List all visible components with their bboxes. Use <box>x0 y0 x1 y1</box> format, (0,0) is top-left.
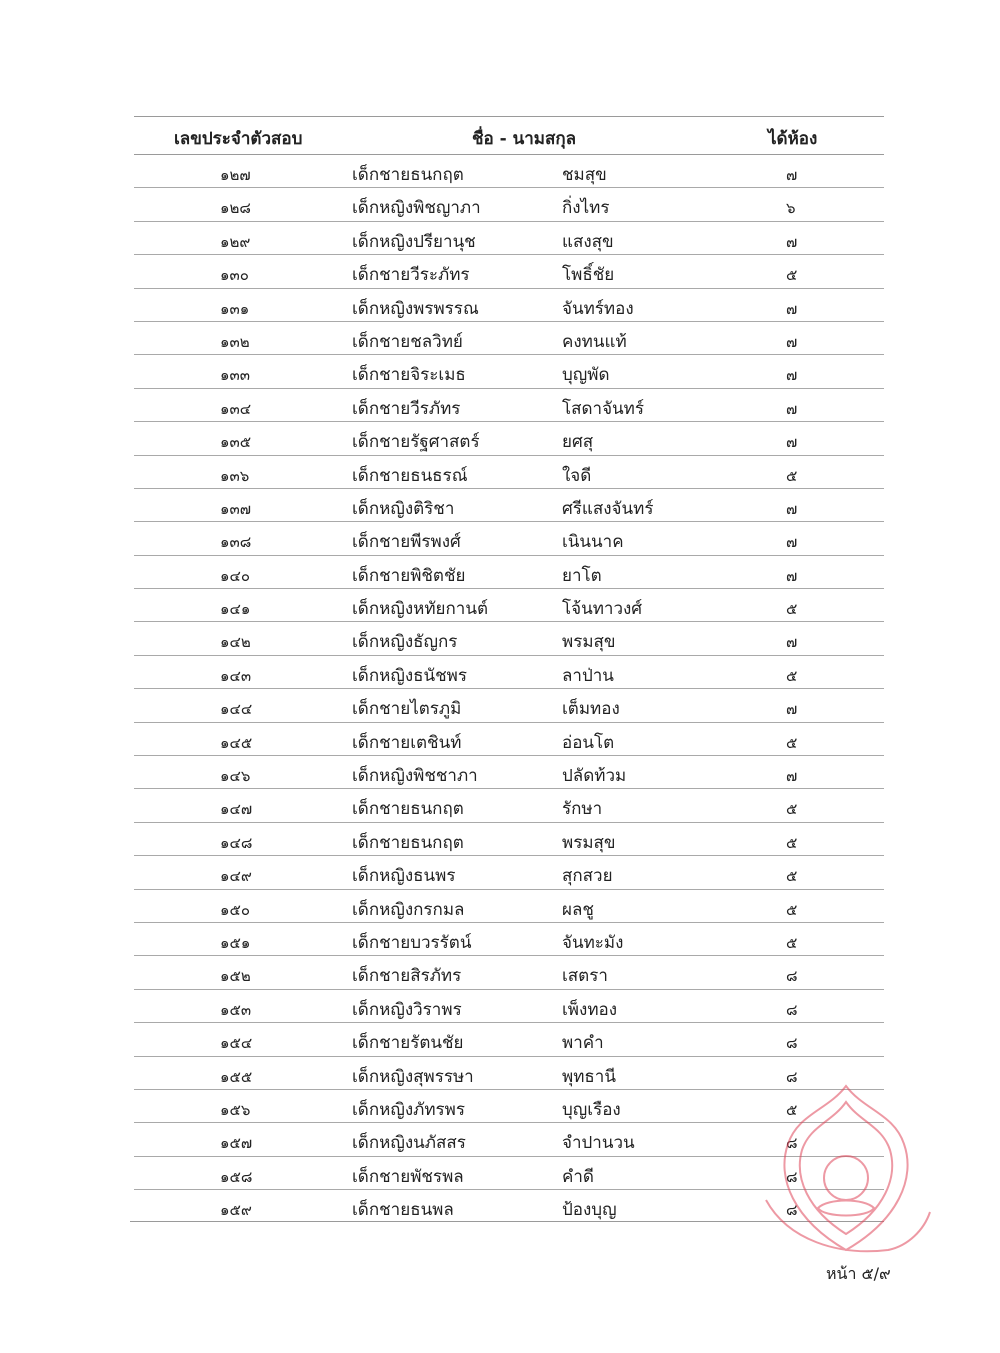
first-name: เด็กหญิงพรพรรณ <box>352 298 479 319</box>
exam-id: ๑๓๘ <box>220 533 252 552</box>
first-name: เด็กหญิงพิชชาภา <box>352 766 478 787</box>
last-name: เต็มทอง <box>562 699 620 720</box>
table-row <box>134 222 884 255</box>
table-row <box>134 956 884 989</box>
first-name: เด็กหญิงวิราพร <box>352 999 462 1020</box>
exam-id: ๑๔๗ <box>220 800 253 819</box>
last-name: แสงสุข <box>562 231 614 252</box>
table-row <box>134 856 884 889</box>
exam-id: ๑๕๑ <box>220 933 251 952</box>
exam-id: ๑๒๗ <box>220 166 251 184</box>
table-row <box>134 689 884 722</box>
room-number: ๕ <box>786 800 798 819</box>
first-name: เด็กหญิงพิชญาภา <box>352 198 481 219</box>
last-name: ยศสุ <box>562 432 594 453</box>
first-name: เด็กชายธนกฤต <box>352 799 464 820</box>
last-name: ชมสุข <box>562 165 607 185</box>
table-row <box>134 289 884 322</box>
header-full-name: ชื่อ - นามสกุล <box>472 129 577 149</box>
first-name: เด็กหญิงสุพรรษา <box>352 1066 474 1087</box>
last-name: อ่อนโต <box>562 732 615 753</box>
room-number: ๗ <box>786 166 798 184</box>
first-name: เด็กชายชลวิทย์ <box>352 331 463 352</box>
table-row <box>134 355 884 388</box>
exam-id: ๑๕๙ <box>220 1201 252 1220</box>
table-row <box>134 389 884 422</box>
last-name: พุทธานี <box>562 1066 616 1087</box>
last-name: คงทนแท้ <box>562 331 627 352</box>
last-name: บุญเรือง <box>562 1099 621 1120</box>
room-number: ๕ <box>786 867 798 886</box>
room-number: ๗ <box>786 433 798 452</box>
table-row <box>134 589 884 622</box>
room-number: ๘ <box>786 1134 798 1153</box>
first-name: เด็กชายวีระภัทร <box>352 265 470 286</box>
table-row <box>134 322 884 355</box>
last-name: ปลัดท้วม <box>562 766 627 787</box>
room-number: ๗ <box>786 499 798 518</box>
last-name: โสดาจันทร์ <box>562 398 645 419</box>
table-row <box>134 756 884 789</box>
last-name: รักษา <box>562 799 603 820</box>
exam-id: ๑๔๐ <box>220 566 251 585</box>
first-name: เด็กชายธนกฤต <box>352 165 464 185</box>
last-name: จันทะมัง <box>562 932 624 953</box>
exam-id: ๑๓๑ <box>220 299 250 318</box>
exam-id: ๑๓๔ <box>220 399 252 418</box>
table-row <box>134 489 884 522</box>
room-number: ๗ <box>786 232 798 251</box>
exam-id: ๑๓๓ <box>220 366 251 385</box>
exam-id: ๑๕๗ <box>220 1134 253 1153</box>
last-name: พรมสุข <box>562 832 616 853</box>
table-row <box>134 823 884 856</box>
exam-id: ๑๓๐ <box>220 266 249 285</box>
room-number: ๘ <box>786 1000 798 1019</box>
exam-id: ๑๓๖ <box>220 466 250 485</box>
room-number: ๖ <box>786 199 796 218</box>
table-row <box>134 456 884 489</box>
table-row <box>134 255 884 288</box>
room-number: ๗ <box>786 700 798 719</box>
room-number: ๕ <box>786 266 798 285</box>
exam-id: ๑๕๖ <box>220 1100 251 1119</box>
room-number: ๕ <box>786 833 798 852</box>
last-name: เนินนาค <box>562 532 624 553</box>
last-name: คำดี <box>562 1166 594 1187</box>
school-seal-icon <box>758 1080 934 1258</box>
last-name: ศรีแสงจันทร์ <box>562 498 654 519</box>
room-number: ๘ <box>786 1067 798 1086</box>
room-number: ๗ <box>786 299 798 318</box>
room-number: ๕ <box>786 733 798 752</box>
room-number: ๗ <box>786 533 798 552</box>
first-name: เด็กหญิงภัทรพร <box>352 1099 466 1120</box>
exam-id: ๑๕๔ <box>220 1034 253 1053</box>
last-name: ลาป่าน <box>562 665 614 686</box>
table-row <box>134 556 884 589</box>
room-number: ๕ <box>786 933 798 952</box>
last-name: ยาโต <box>562 565 602 586</box>
last-name: จันทร์ทอง <box>562 298 634 319</box>
first-name: เด็กหญิงธัญกร <box>352 632 458 653</box>
exam-id: ๑๔๒ <box>220 633 251 652</box>
page-number: หน้า ๕/๙ <box>826 1264 891 1283</box>
last-name: โพธิ์ชัย <box>562 265 615 286</box>
exam-id: ๑๕๕ <box>220 1067 253 1086</box>
table-row <box>134 890 884 923</box>
table-row <box>134 622 884 655</box>
table-row <box>134 990 884 1023</box>
exam-id: ๑๒๙ <box>220 232 251 251</box>
room-number: ๗ <box>786 399 798 418</box>
table-body <box>134 155 884 1223</box>
table-row <box>134 155 884 188</box>
last-name: โจ้นทาวงศ์ <box>562 599 643 620</box>
first-name: เด็กชายวีรภัทร <box>352 398 461 419</box>
room-number: ๘ <box>786 1167 798 1186</box>
exam-id: ๑๓๗ <box>220 499 252 518</box>
last-name: เพ็งทอง <box>562 999 618 1020</box>
first-name: เด็กชายธนพล <box>352 1200 454 1221</box>
first-name: เด็กชายรัฐศาสตร์ <box>352 432 480 453</box>
room-number: ๗ <box>786 767 798 786</box>
table-row <box>134 422 884 455</box>
room-number: ๗ <box>786 332 798 351</box>
first-name: เด็กชายพิชิตชัย <box>352 565 466 586</box>
last-name: สุกสวย <box>562 866 613 887</box>
last-name: ป้องบุญ <box>562 1200 617 1221</box>
room-number: ๘ <box>786 967 798 986</box>
first-name: เด็กชายบวรรัตน์ <box>352 932 472 953</box>
exam-id: ๑๕๘ <box>220 1167 253 1186</box>
room-number: ๕ <box>786 1100 798 1119</box>
exam-id: ๑๔๘ <box>220 833 253 852</box>
table-row <box>134 188 884 221</box>
room-number: ๗ <box>786 633 798 652</box>
first-name: เด็กชายจิระเมธ <box>352 365 466 386</box>
exam-id: ๑๒๘ <box>220 199 251 218</box>
room-number: ๘ <box>786 1201 798 1220</box>
first-name: เด็กชายเตชินท์ <box>352 732 462 753</box>
exam-id: ๑๔๑ <box>220 600 251 619</box>
room-number: ๗ <box>786 366 798 385</box>
first-name: เด็กหญิงธนัชพร <box>352 665 468 686</box>
room-number: ๗ <box>786 566 798 585</box>
last-name: เสตรา <box>562 966 608 987</box>
first-name: เด็กหญิงปรียานุช <box>352 231 476 252</box>
exam-id: ๑๔๖ <box>220 767 251 786</box>
first-name: เด็กชายสิรภัทร <box>352 966 462 987</box>
first-name: เด็กหญิงธนพร <box>352 866 456 887</box>
first-name: เด็กชายพัชรพล <box>352 1166 464 1187</box>
table-row <box>134 789 884 822</box>
last-name: ผลชู <box>562 899 594 920</box>
last-name: จำปานวน <box>562 1133 635 1154</box>
exam-id: ๑๔๕ <box>220 733 253 752</box>
exam-id: ๑๕๒ <box>220 967 251 986</box>
room-number: ๘ <box>786 1034 798 1053</box>
exam-id: ๑๔๔ <box>220 700 253 719</box>
table-row <box>134 923 884 956</box>
exam-id: ๑๔๓ <box>220 666 252 685</box>
last-name: กิ่งไทร <box>562 198 610 219</box>
exam-id: ๑๓๒ <box>220 332 250 351</box>
first-name: เด็กชายรัตนชัย <box>352 1033 464 1054</box>
first-name: เด็กชายพีรพงศ์ <box>352 532 461 553</box>
table-row <box>134 723 884 756</box>
exam-id: ๑๓๕ <box>220 433 252 452</box>
room-number: ๕ <box>786 666 798 685</box>
exam-id: ๑๔๙ <box>220 867 252 886</box>
room-number: ๕ <box>786 466 798 485</box>
first-name: เด็กชายไตรภูมิ <box>352 699 462 720</box>
table-row <box>134 522 884 555</box>
table-row <box>134 656 884 689</box>
last-name: พาคำ <box>562 1033 604 1054</box>
table-row <box>134 1023 884 1056</box>
first-name: เด็กชายธนกฤต <box>352 832 464 853</box>
first-name: เด็กหญิงกรกมล <box>352 899 465 920</box>
room-number: ๕ <box>786 600 798 619</box>
room-number: ๕ <box>786 900 798 919</box>
first-name: เด็กหญิงติริชา <box>352 498 455 519</box>
header-room: ได้ห้อง <box>768 129 818 149</box>
table-header <box>134 117 884 155</box>
exam-id: ๑๕๐ <box>220 900 251 919</box>
first-name: เด็กชายธนธรณ์ <box>352 465 468 486</box>
header-exam-id: เลขประจำตัวสอบ <box>174 129 303 149</box>
last-name: ใจดี <box>562 465 592 486</box>
first-name: เด็กหญิงนภัสสร <box>352 1133 466 1154</box>
first-name: เด็กหญิงหทัยกานต์ <box>352 599 489 620</box>
last-name: พรมสุข <box>562 632 616 653</box>
exam-id: ๑๕๓ <box>220 1000 252 1019</box>
last-name: บุญพัด <box>562 365 610 386</box>
